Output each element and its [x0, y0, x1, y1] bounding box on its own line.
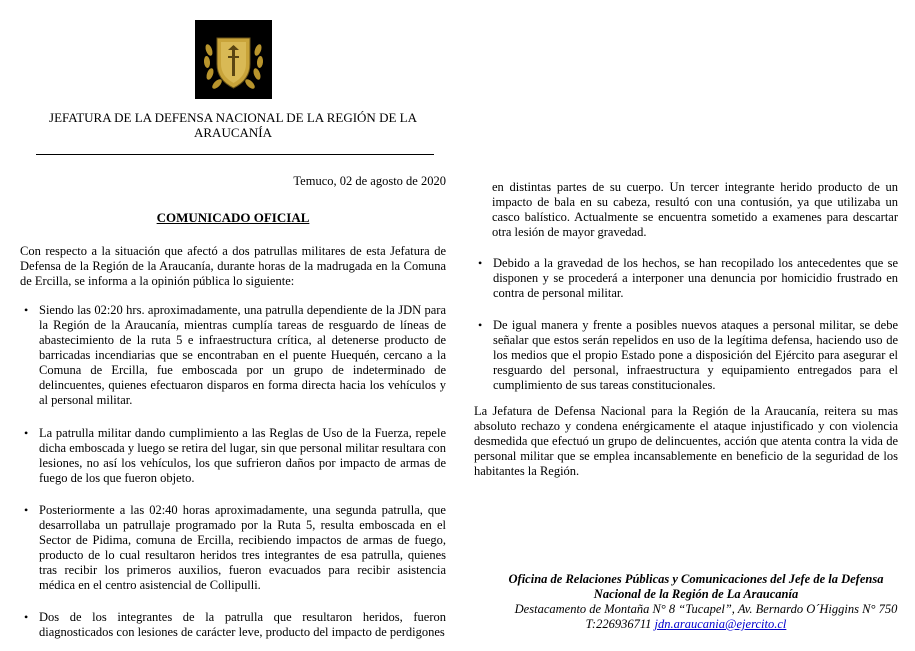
document-date: Temuco, 02 de agosto de 2020 [293, 174, 446, 188]
list-item: • Dos de los integrantes de la patrulla que resultaron heridos, fueron diagnosticados con lesiones de carácter leve, producto del impacto de perdigones [20, 610, 446, 640]
signature-contact [474, 617, 898, 632]
page-title: JEFATURA DE LA DEFENSA NACIONAL DE LA REGIÓN DE LA ARAUCANÍA [49, 110, 417, 140]
list-item: • Siendo las 02:20 hrs. aproximadamente, una patrulla dependiente de la JDN para la Región de la Araucanía, mientras cumplía tareas de resguardo de líneas de abastecimiento de la ruta 5 e infraestructura crítica, al detenerse producto de barricadas incendiarias que se encontraban en el puente Huequén, cercano a la Comuna de Ercilla, fue emboscada por un grupo de indeterminado de delincuentes, quienes efectuaron disparos en forma directa hacia los vehículos y al personal militar. [20, 303, 446, 408]
list-item: • De igual manera y frente a posibles nuevos ataques a personal militar, se debe señalar que estos serán repelidos en uso de la legítima defensa, haciendo uso de los medios que el propio Estado pone a disposición del Ejército para asegurar el resguardo del personal, infraestructura y equipamiento entregados para el cumplimiento de sus tareas constitucionales. [474, 318, 898, 393]
signature-office: Oficina de Relaciones Públicas y Comunicaciones del Jefe de la Defensa [508, 572, 884, 586]
document-title: COMUNICADO OFICIAL [156, 210, 310, 225]
right-bullet-list [474, 256, 898, 393]
list-item: • La patrulla militar dando cumplimiento a las Reglas de Uso de la Fuerza, repele dicha emboscada y luego se retira del lugar, sin que personal militar resultara con lesiones, no así los vehículos, los que sufrieron daños por impacto de armas de fuego de los que fueron objeto. [20, 426, 446, 486]
continuation-paragraph: en distintas partes de su cuerpo. Un tercer integrante herido producto de un impacto de bala en su cabeza, resultó con una contusión, ya que utilizaba un casco balístico. Actualmente se encuentra sometido a examenes para descartar otra lesión de mayor gravedad. [492, 180, 898, 239]
left-bullet-list [20, 303, 446, 640]
divider [36, 154, 434, 155]
signature-address: Destacamento de Montaña N° 8 “Tucapel”, Av. Bernardo O´Higgins N° 750 [514, 602, 898, 616]
signature-region: Nacional de la Región de La Araucanía [593, 587, 799, 601]
signature-block [474, 572, 898, 632]
army-shield-emblem-icon [195, 20, 272, 99]
closing-paragraph: La Jefatura de Defensa Nacional para la Región de la Araucanía, reitera su mas absoluto rechazo y condena enérgicamente el ataque injustificado y con violencia desmedida que efectuó un grupo de delincuentes, acción que atenta contra la vida de personal militar que se emplea incansablemente en beneficio de la seguridad de los habitantes la Región. [474, 404, 898, 478]
phone-number: T:226936711 [585, 617, 652, 631]
list-item: • Debido a la gravedad de los hechos, se han recopilado los antecedentes que se disponen y se procederá a interponer una denuncia por homicidio frustrado en contra de personal militar. [474, 256, 898, 301]
email-link[interactable]: jdn.araucania@ejercito.cl [654, 617, 787, 631]
intro-paragraph: Con respecto a la situación que afectó a dos patrullas militares de esta Jefatura de Defensa de la Región de la Araucanía, durante horas de la madrugada en la Comuna de Ercilla, se informa a la opinión pública lo siguiente: [20, 244, 446, 288]
list-item: • Posteriormente a las 02:40 horas aproximadamente, una segunda patrulla, que desarrollaba un patrullaje programado por la Ruta 5, resulta emboscada en el Sector de Pidima, comuna de Ercilla, recibiendo impactos de armas de fuego, producto de lo cual resultaron heridos tres integrantes de esa patrulla, quienes tras recibir los primeros auxilios, fueron evacuados para recibir asistencia médica en el centro asistencial de Collipulli. [20, 503, 446, 593]
